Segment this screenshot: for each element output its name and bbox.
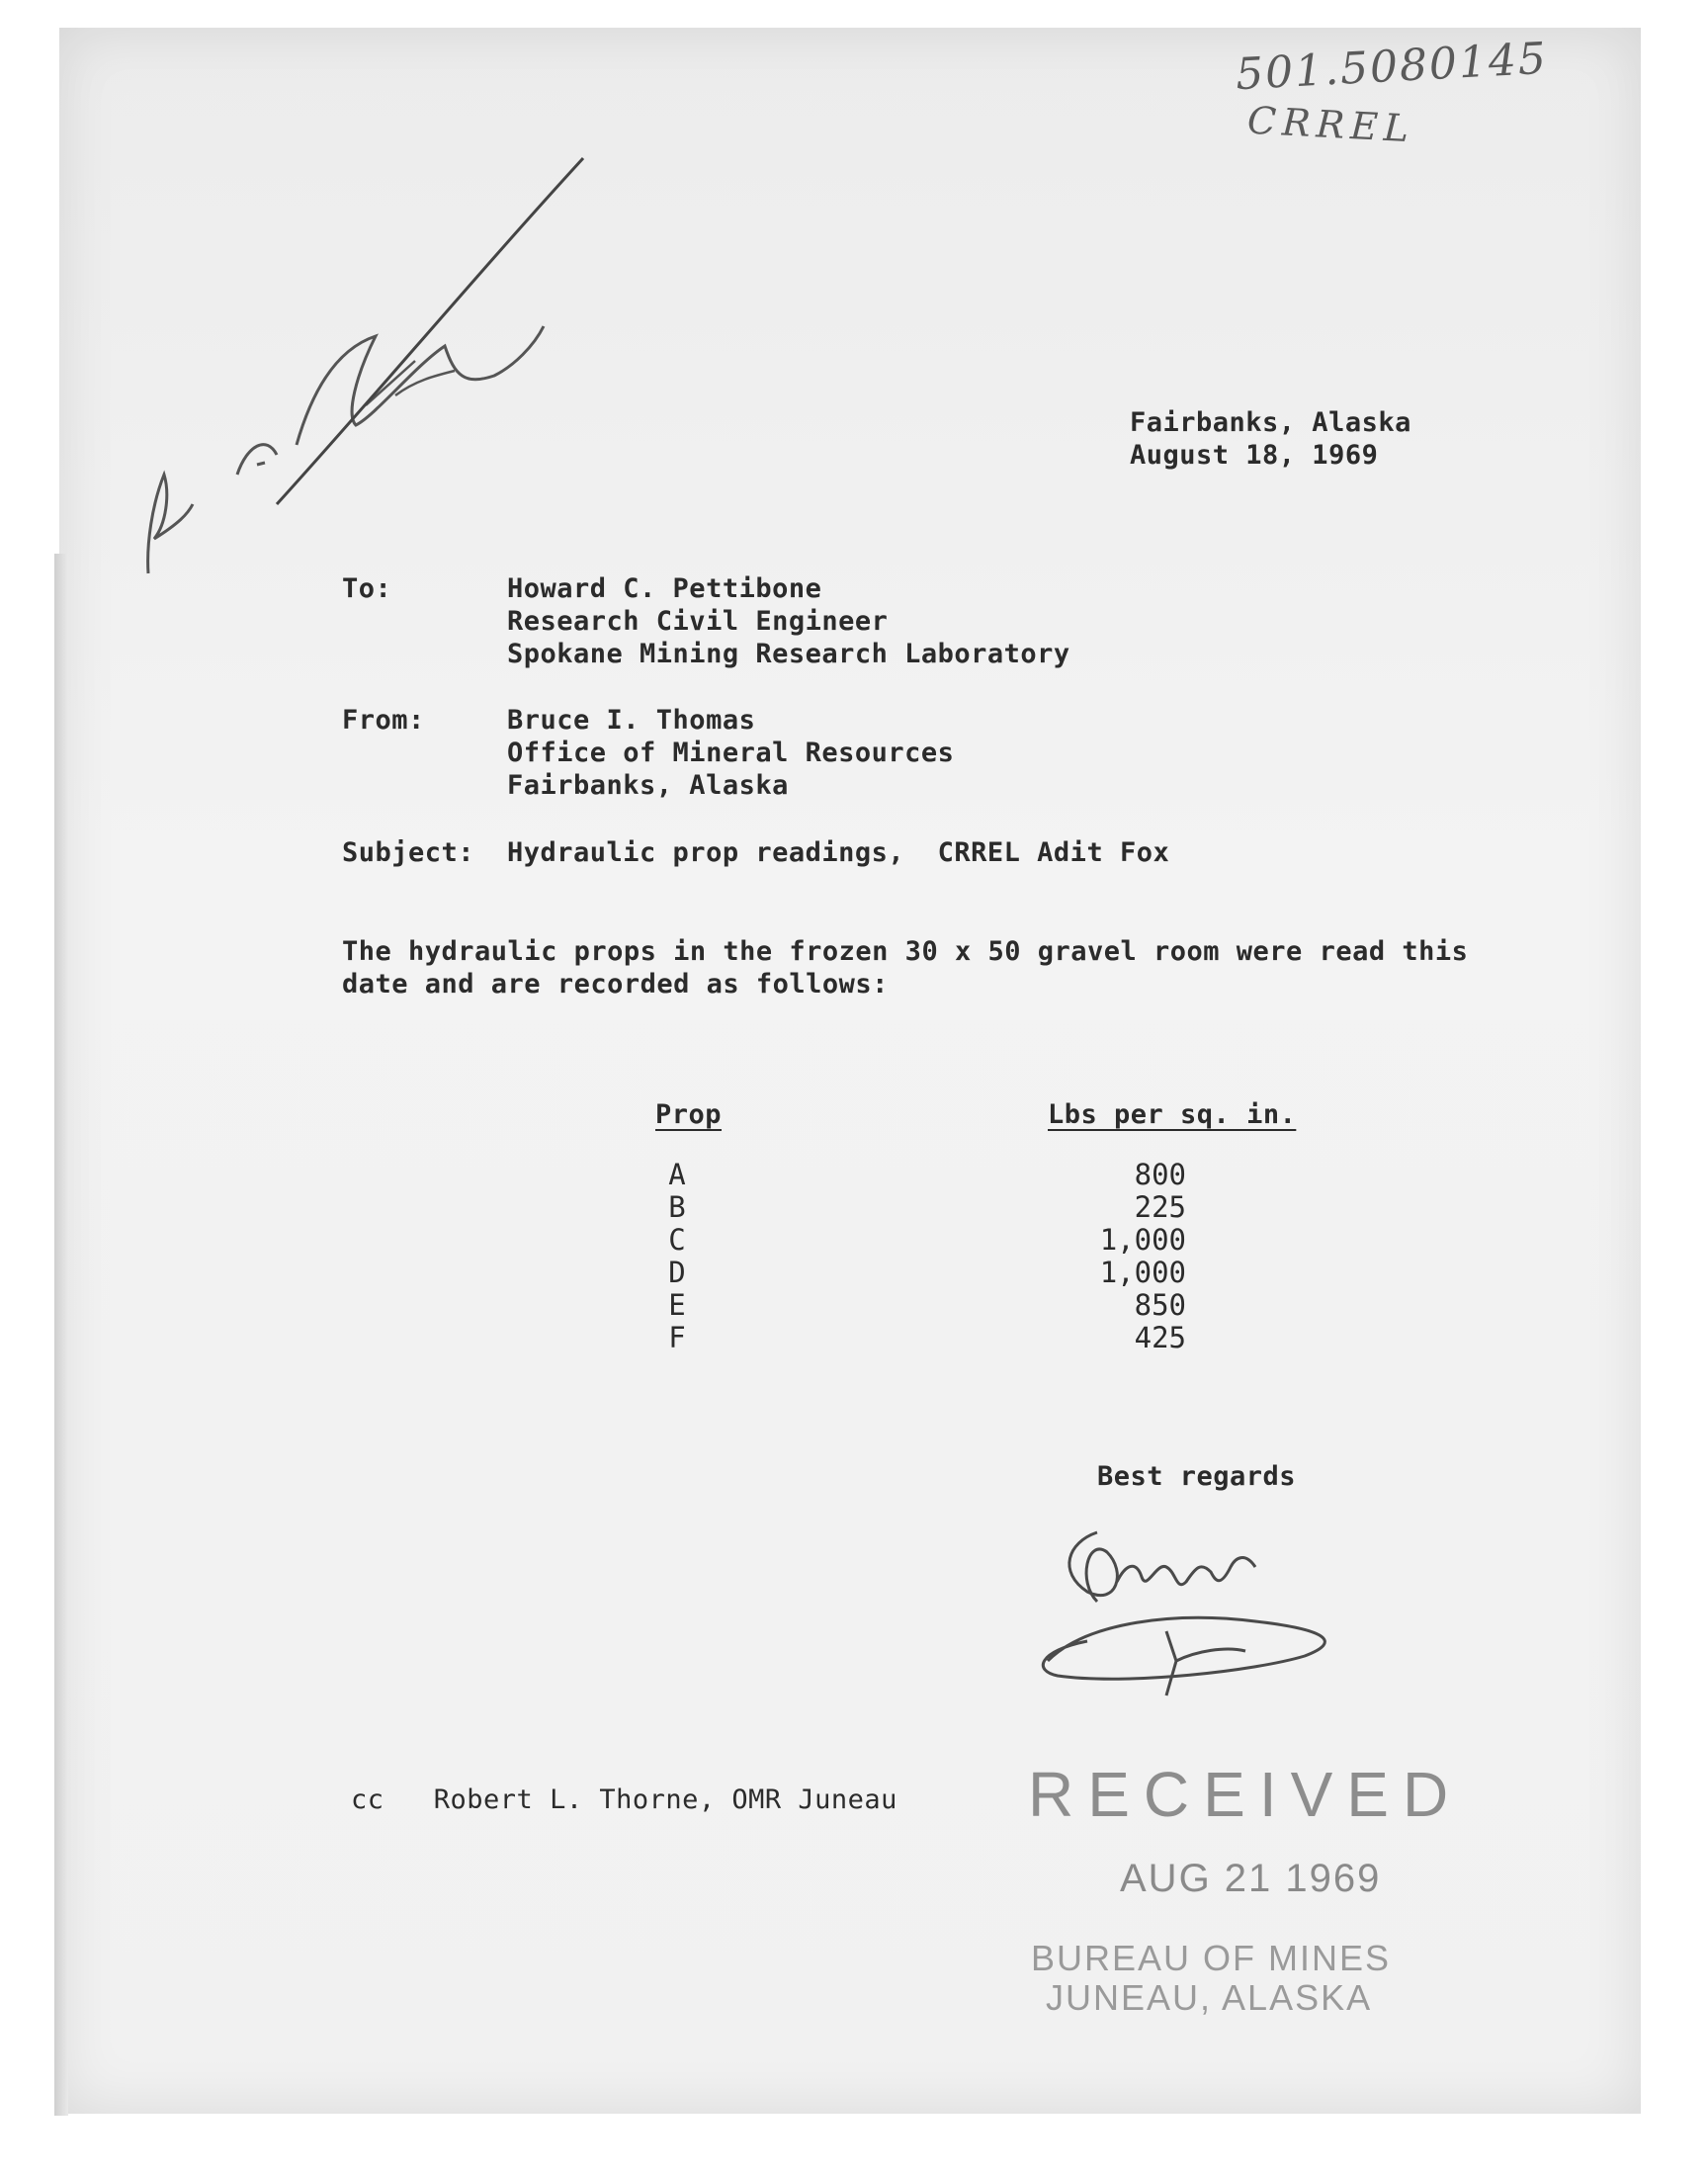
value-column bbox=[1048, 1159, 1186, 1354]
prop-column bbox=[647, 1159, 707, 1354]
subject-text: Hydraulic prop readings, CRREL Adit Fox bbox=[507, 837, 1170, 868]
table-cell-value: 800 bbox=[1134, 1158, 1186, 1191]
table-cell-prop: E bbox=[668, 1288, 686, 1322]
cc-line: cc Robert L. Thorne, OMR Juneau bbox=[351, 1784, 897, 1815]
closing: Best regards bbox=[1097, 1461, 1297, 1492]
table-cell-value: 425 bbox=[1134, 1321, 1186, 1354]
from-label: From: bbox=[342, 705, 425, 736]
signature bbox=[1028, 1513, 1364, 1710]
subject-label: Subject: bbox=[342, 837, 475, 868]
to-line-3: Spokane Mining Research Laboratory bbox=[507, 639, 1070, 669]
table-cell-prop: A bbox=[668, 1158, 686, 1191]
file-reference: 501.5080145 bbox=[1234, 33, 1550, 101]
to-label: To: bbox=[342, 573, 392, 604]
table-cell-value: 1,000 bbox=[1099, 1223, 1186, 1257]
body-line-2: date and are recorded as follows: bbox=[342, 969, 889, 1000]
body-line-1: The hydraulic props in the frozen 30 x 50 gravel room were read this bbox=[342, 936, 1469, 967]
table-cell-prop: B bbox=[668, 1190, 686, 1224]
from-line-3: Fairbanks, Alaska bbox=[507, 770, 789, 801]
table-cell-prop: C bbox=[668, 1223, 686, 1257]
file-tag: CRREL bbox=[1245, 98, 1416, 151]
received-stamp-title: RECEIVED bbox=[1028, 1759, 1463, 1830]
table-header-value: Lbs per sq. in. bbox=[1048, 1099, 1297, 1130]
from-line-2: Office of Mineral Resources bbox=[507, 738, 955, 768]
to-line-2: Research Civil Engineer bbox=[507, 606, 889, 637]
received-stamp-date: AUG 21 1969 bbox=[1120, 1857, 1382, 1900]
table-cell-value: 225 bbox=[1134, 1190, 1186, 1224]
received-stamp-org-line-1: BUREAU OF MINES bbox=[1031, 1938, 1392, 1978]
margin-signature-drawing bbox=[119, 148, 613, 593]
margin-signature bbox=[119, 148, 613, 593]
place: Fairbanks, Alaska bbox=[1130, 407, 1411, 438]
table-cell-value: 1,000 bbox=[1099, 1256, 1186, 1289]
date: August 18, 1969 bbox=[1130, 440, 1379, 471]
from-line-1: Bruce I. Thomas bbox=[507, 705, 756, 736]
to-line-1: Howard C. Pettibone bbox=[507, 573, 822, 604]
table-cell-prop: F bbox=[668, 1321, 686, 1354]
paper-edge bbox=[54, 554, 68, 2116]
signature-drawing bbox=[1028, 1513, 1364, 1710]
table-cell-prop: D bbox=[668, 1256, 686, 1289]
received-stamp-org-line-2: JUNEAU, ALASKA bbox=[1046, 1977, 1373, 2018]
table-cell-value: 850 bbox=[1134, 1288, 1186, 1322]
table-header-prop: Prop bbox=[655, 1099, 723, 1130]
